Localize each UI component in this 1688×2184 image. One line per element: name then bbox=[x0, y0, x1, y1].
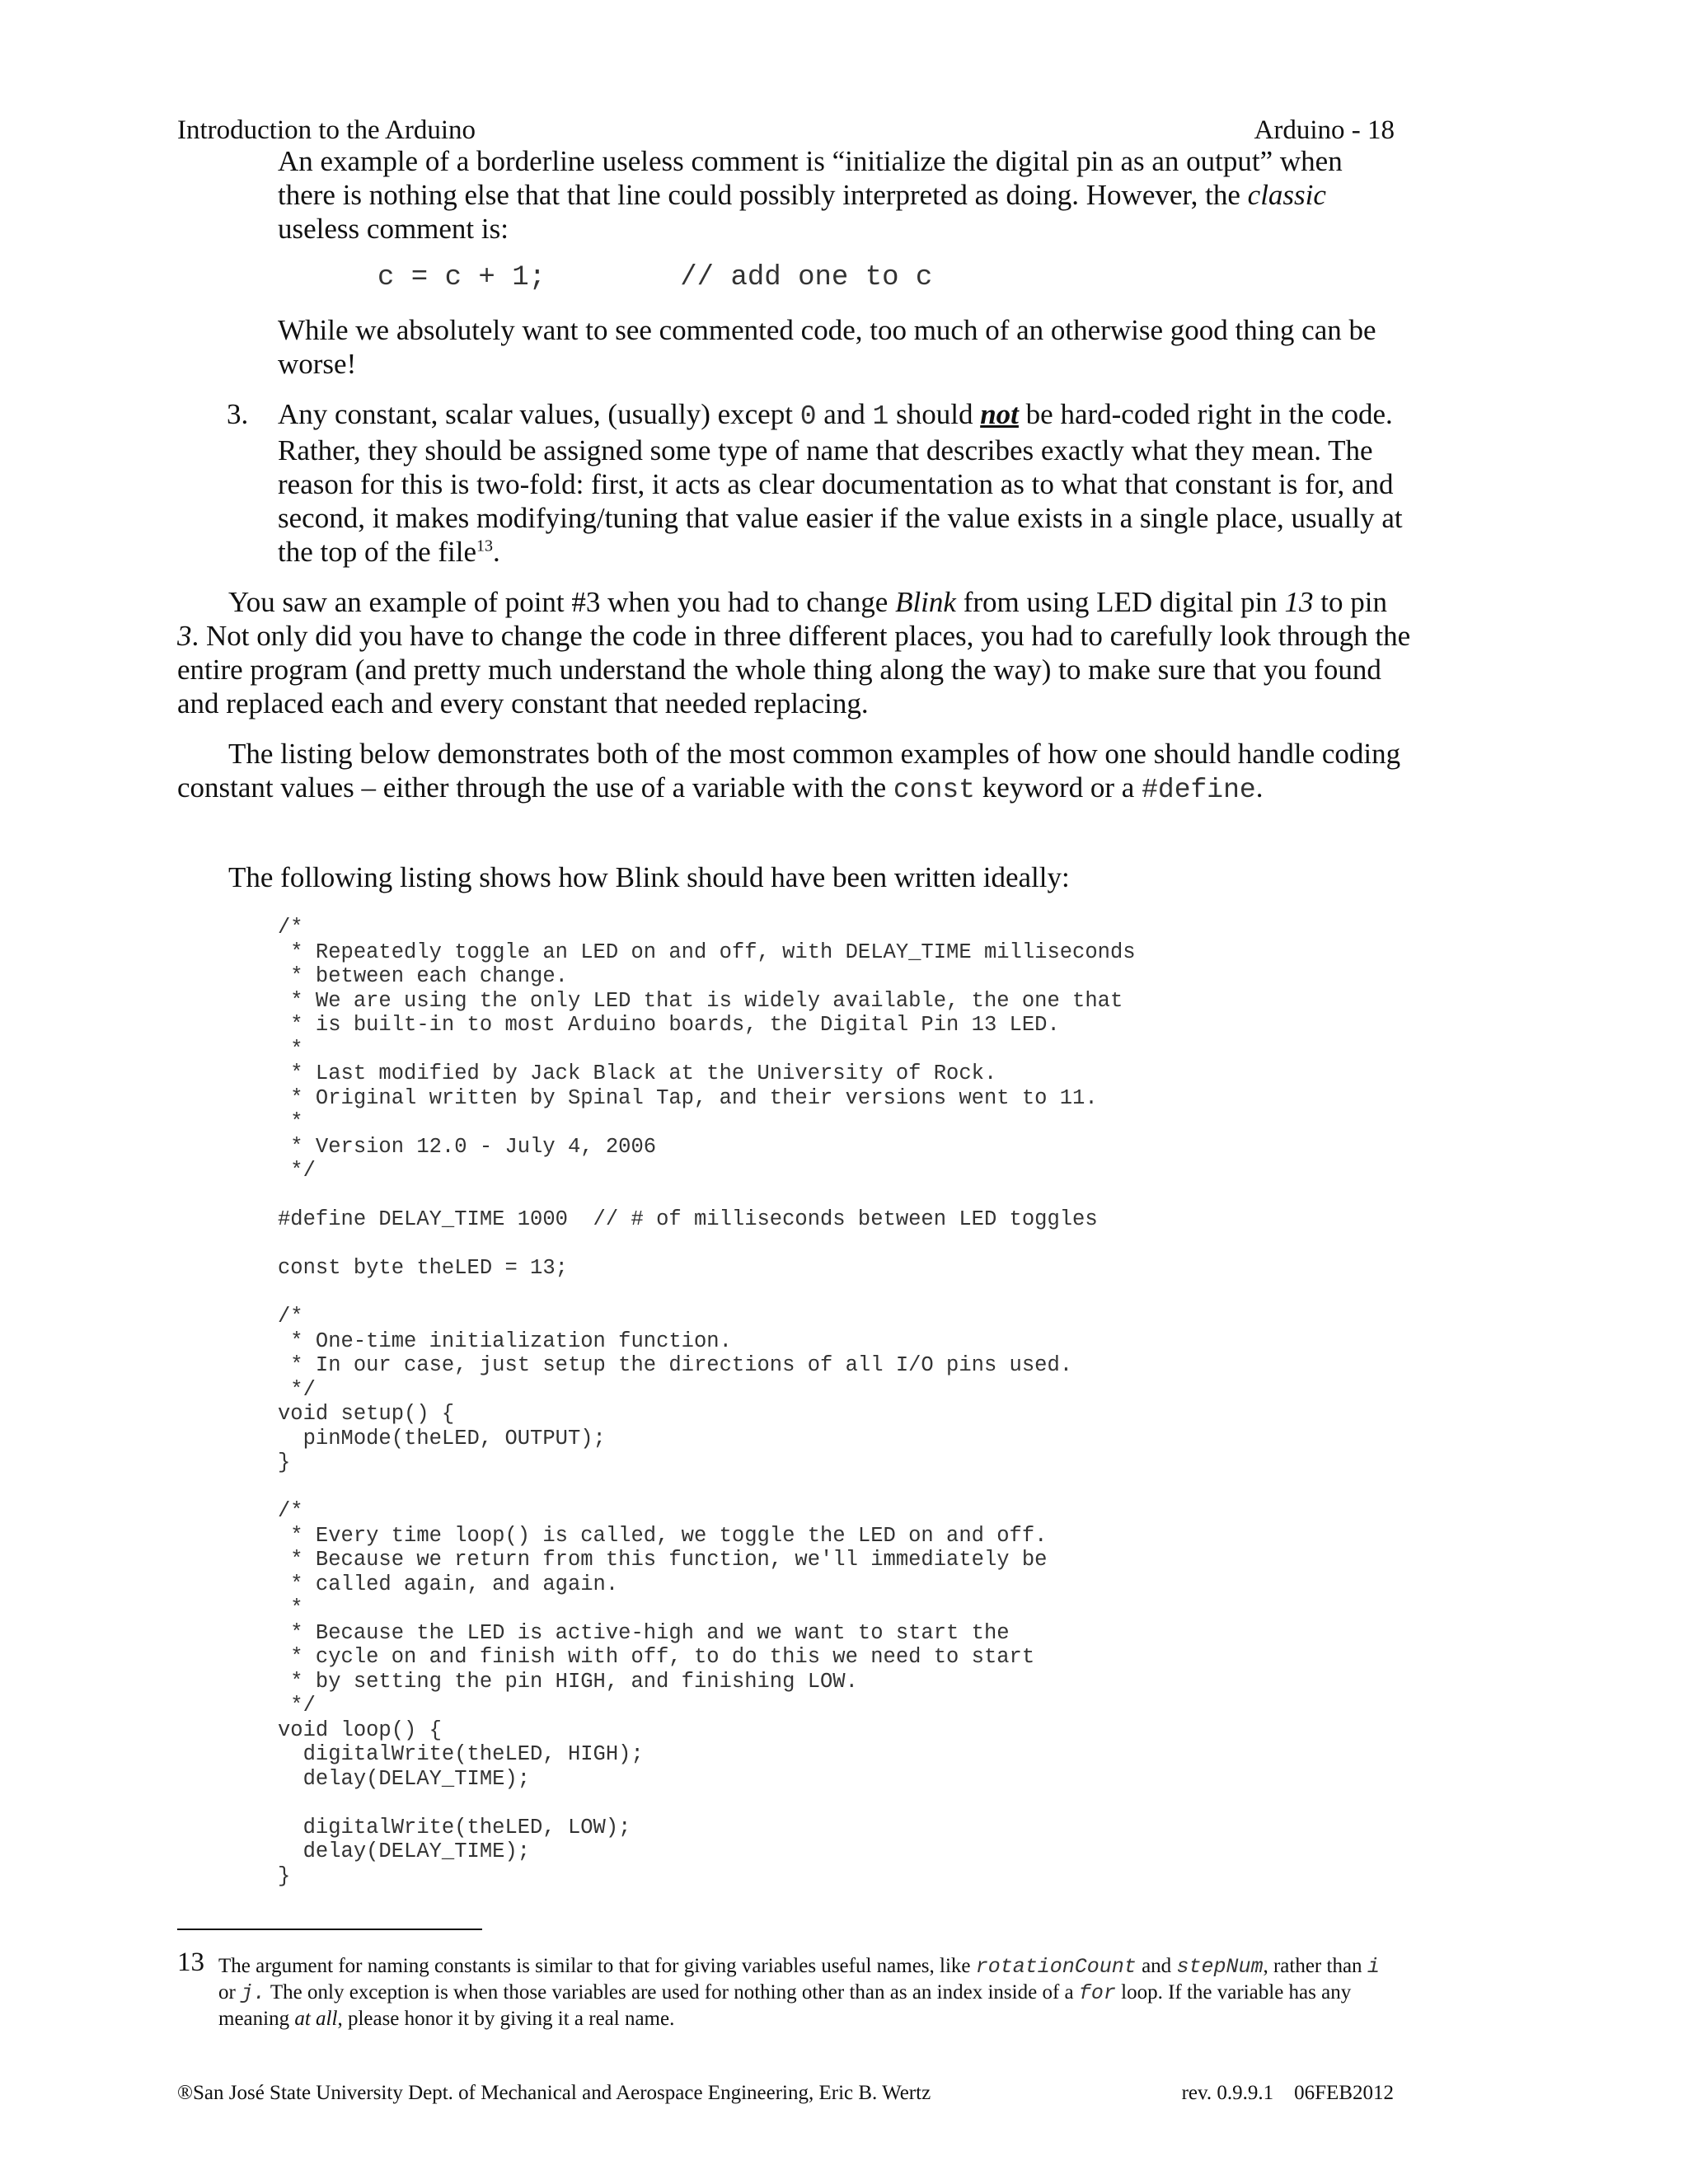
intro-paragraph bbox=[278, 144, 1399, 246]
footnote-text: or bbox=[218, 1981, 241, 2004]
paragraph-listing-intro: The following listing shows how Blink should have been written ideally: bbox=[228, 861, 1070, 893]
footnote-text: The only exception is when those variables are used for nothing other than as an index inside of a bbox=[265, 1981, 1079, 2004]
para1-text: to pin bbox=[1313, 586, 1387, 618]
list-item-point-3 bbox=[227, 397, 1411, 569]
emphasis-pin-3: 3 bbox=[177, 620, 192, 652]
emphasis-pin-13: 13 bbox=[1284, 586, 1314, 618]
inline-code-zero: 0 bbox=[799, 401, 817, 432]
point3-text: should bbox=[889, 398, 981, 430]
para2-text: . bbox=[1255, 771, 1264, 804]
footnote-code-i: i bbox=[1367, 1955, 1380, 1979]
footnote-text: , please honor it by giving it a real name. bbox=[337, 2008, 675, 2030]
intro-text: An example of a borderline useless comment is “initialize the digital pin as an output” when there is nothing else that that line could possibly interpreted as doing. However, the bbox=[278, 145, 1343, 211]
header-right: Arduino - 18 bbox=[1254, 115, 1395, 145]
point3-text: . bbox=[493, 536, 500, 568]
inline-code-one: 1 bbox=[872, 401, 889, 432]
para2-text: The listing below demonstrates both of the most common examples of how one should handle coding constant values – either through the use of a variable with the bbox=[177, 738, 1401, 804]
code-listing-blink: /* * Repeatedly toggle an LED on and off, with DELAY_TIME milliseconds * between each change. * We are using the only LED that is widely available, the one that * is built-in to most Arduino boards, the Digital Pin 13 LED. * * Last modified by Jack Black at the University of Rock. * Original written by Spinal Tap, and their versions went to 11. * * Version 12.0 - July 4, 2006 */ #define DELAY_TIME 1000 // # of milliseconds between LED toggles const byte theLED = 13; /* * One-time initialization function. * In our case, just setup the directions of all I/O pins used. */ void setup() { pinMode(theLED, OUTPUT); } /* * Every time loop() is called, we toggle the LED on and off. * Because we return from this function, we'll immediately be * called again, and again. * * Because the LED is active-high and we want to start the * cycle on and finish with off, to do this we need to start * by setting the pin HIGH, and finishing LOW. */ void loop() { digitalWrite(theLED, HIGH); delay(DELAY_TIME); digitalWrite(theLED, LOW); delay(DELAY_TIME); } bbox=[278, 916, 1136, 1888]
footer-right: rev. 0.9.9.1 06FEB2012 bbox=[1181, 2082, 1394, 2104]
useless-comment-code: c = c + 1; // add one to c bbox=[377, 262, 933, 293]
footnote-emphasis: at all bbox=[294, 2008, 338, 2030]
footnote-text: , rather than bbox=[1263, 1955, 1367, 1977]
inline-code-define: #define bbox=[1142, 775, 1256, 805]
paragraph-constants bbox=[177, 737, 1414, 807]
footnote-text: and bbox=[1136, 1955, 1177, 1977]
footnote-code-for: for bbox=[1078, 1981, 1116, 2005]
point3-text: Any constant, scalar values, (usually) except bbox=[278, 398, 800, 430]
footnote-divider bbox=[177, 1929, 482, 1930]
footnote-number: 13 bbox=[177, 1947, 204, 1977]
header-left: Introduction to the Arduino bbox=[177, 115, 476, 145]
inline-code-const: const bbox=[893, 775, 975, 805]
footnote-reference[interactable]: 13 bbox=[476, 537, 494, 555]
intro-text-end: useless comment is: bbox=[278, 213, 509, 245]
para2-text: keyword or a bbox=[974, 771, 1142, 804]
comment-warning-paragraph: While we absolutely want to see commented code, too much of an otherwise good thing can be worse! bbox=[278, 314, 1376, 380]
footnote-code-rotationcount: rotationCount bbox=[975, 1955, 1137, 1979]
para1-text: . Not only did you have to change the code in three different places, you had to carefully look through the entire program (and pretty much understand the whole thing along the way) to make sure that you found and replaced each and every constant that needed replacing. bbox=[177, 620, 1411, 719]
list-item-number: 3. bbox=[227, 398, 249, 430]
emphasis-blink: Blink bbox=[895, 586, 956, 618]
point3-text: and bbox=[816, 398, 873, 430]
para1-text: from using LED digital pin bbox=[955, 586, 1285, 618]
footnote-code-stepnum: stepNum bbox=[1176, 1955, 1264, 1979]
footnote-text: loop. If the variable has any meaning bbox=[218, 1981, 1352, 2030]
footnote-text: The argument for naming constants is similar to that for giving variables useful names, like bbox=[218, 1955, 976, 1977]
point3-text: be hard-coded right in the code. Rather, they should be assigned some type of name that describes exactly what they mean. The reason for this is two-fold: first, it acts as clear documentation as to what that constant is for, and second, it makes modifying/tuning that value easier if the value exists in a single place, usually at the top of the file bbox=[278, 398, 1403, 568]
footer-left: ®San José State University Dept. of Mechanical and Aerospace Engineering, Eric B. Wertz bbox=[177, 2082, 931, 2104]
para1-text: You saw an example of point #3 when you had to change bbox=[228, 586, 896, 618]
footnote-code-j: j. bbox=[241, 1981, 266, 2005]
paragraph-blink-example bbox=[177, 585, 1414, 720]
footnote-13 bbox=[177, 1947, 1397, 2032]
footnote-body bbox=[218, 1953, 1397, 2032]
intro-emphasis: classic bbox=[1247, 179, 1326, 211]
emphasis-not: not bbox=[980, 398, 1019, 430]
